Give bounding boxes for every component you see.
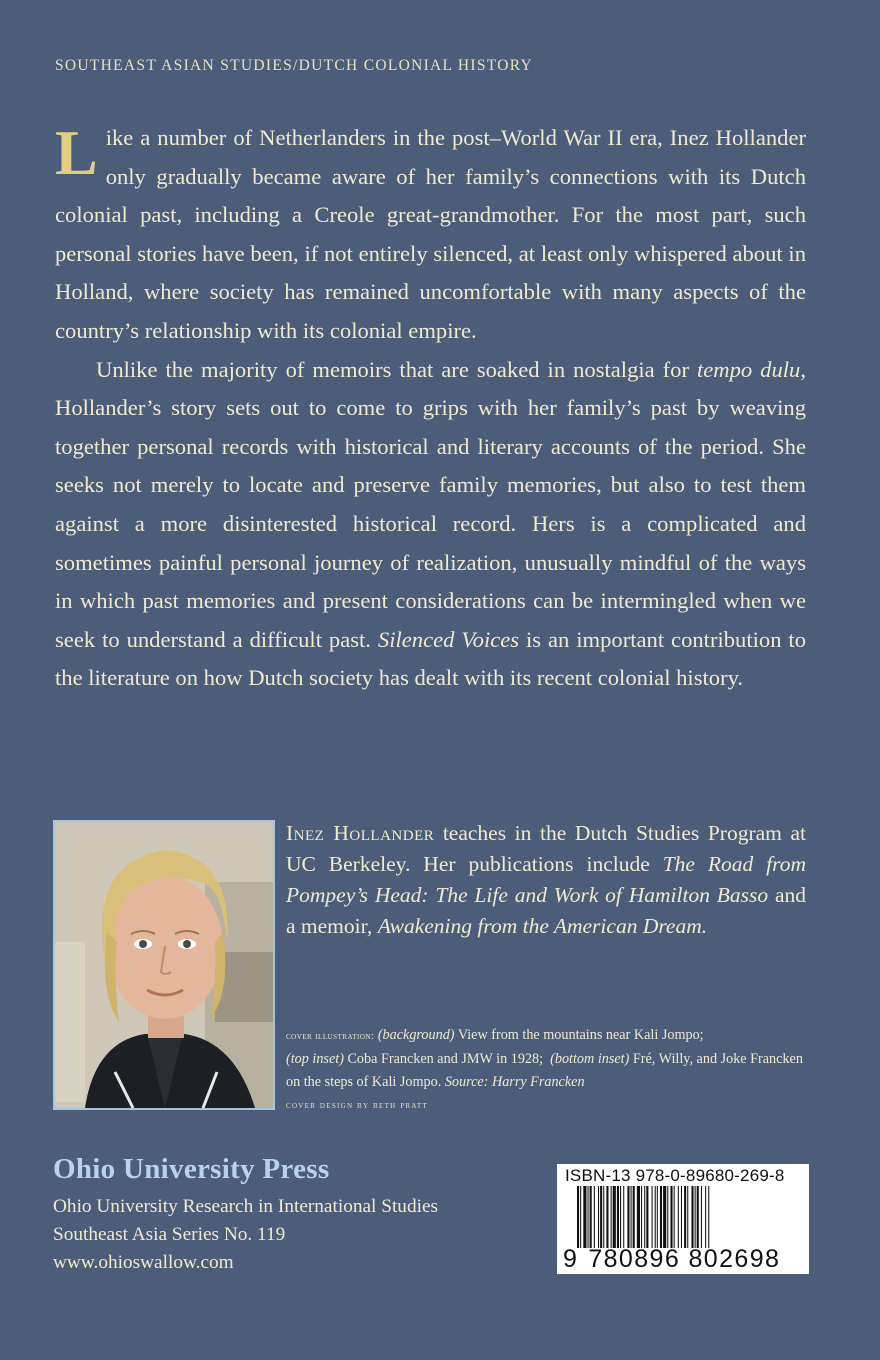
bio-book-title-1: The Road from Pompey’s Head: The Life and Work of Hamilton Basso (286, 852, 806, 907)
blurb-text-2b: Hollander’s story sets out to come to grips with her family’s past by weaving together personal records with historical and literary accounts of the period. She seeks not merely to locate and preserve family memories, but also to test them against a more disinterested historical record. Hers is a complicated and sometimes painful personal journey of realization, unusually mindful of the ways in which past memories and present considerations can be intermingled when we seek to understand a difficult past. (55, 395, 806, 652)
credits-top-inset-label: (top inset) (286, 1051, 344, 1067)
author-bio (286, 818, 806, 942)
isbn-barcode (557, 1164, 809, 1274)
blurb-text-2c: is an important contribution to the literature on how Dutch society has dealt with its recent colonial history. (55, 626, 806, 691)
barcode-group-1: 780896 (588, 1245, 681, 1273)
blurb-italic-tempo-dulu: tempo dulu, (696, 356, 806, 382)
isbn-label: ISBN-13 978-0-89680-269-8 (565, 1166, 785, 1185)
credits-bottom-inset-label: (bottom inset) (550, 1051, 630, 1067)
credits-label: cover illustration: (286, 1031, 375, 1042)
publisher-website: www.ohioswallow.com (53, 1252, 234, 1273)
barcode-digits (563, 1245, 803, 1274)
blurb-text-1: ike a number of Netherlanders in the post–World War II era, Inez Hollander only gradually became aware of her family’s connections with its Dutch colonial past, including a Creole great-grandmother. For the most part, such personal stories have been, if not entirely silenced, at least only whispered about in Holland, where society has remained uncomfortable with many aspects of the country’s relationship with its colonial empire. (55, 125, 806, 343)
bio-text-a: teaches in the Dutch Studies Program at UC Berkeley. Her publications include (286, 821, 806, 876)
cover-design-credit: cover design by beth pratt (286, 1101, 429, 1111)
author-photo (53, 820, 275, 1110)
barcode-lead-digit: 9 (563, 1245, 579, 1273)
bio-book-title-2: Awakening from the American Dream. (377, 914, 708, 938)
series-line-1: Ohio University Research in International Studies (53, 1196, 439, 1217)
credits-top-inset-text: Coba Francken and JMW in 1928; (343, 1051, 544, 1067)
blurb-text-2a: Unlike the majority of memoirs that are soaked in nostalgia for (96, 356, 697, 382)
drop-cap: L (55, 117, 98, 188)
series-line-2: Southeast Asia Series No. 119 (53, 1224, 286, 1245)
bio-text-b: and a memoir, (286, 883, 807, 938)
blurb (55, 119, 806, 698)
publisher-name: Ohio University Press (53, 1153, 330, 1185)
credits-background-text: View from the mountains near Kali Jompo; (454, 1027, 704, 1043)
blurb-paragraph-1 (55, 119, 806, 351)
barcode-group-2: 802698 (688, 1245, 781, 1273)
credits-source: Source: Harry Francken (444, 1074, 585, 1090)
blurb-italic-title: Silenced Voices (377, 626, 520, 652)
series-info (53, 1193, 438, 1277)
barcode-bars (577, 1186, 799, 1248)
category-heading: SOUTHEAST ASIAN STUDIES/DUTCH COLONIAL HISTORY (55, 57, 534, 74)
credits-background-label: (background) (377, 1027, 455, 1043)
author-name: Inez Hollander (286, 821, 435, 845)
credits-bottom-inset-text: Fré, Willy, and Joke Francken on the steps of Kali Jompo. (286, 1051, 803, 1090)
cover-illustration-credits (286, 1024, 806, 1094)
blurb-paragraph-2 (55, 351, 806, 698)
